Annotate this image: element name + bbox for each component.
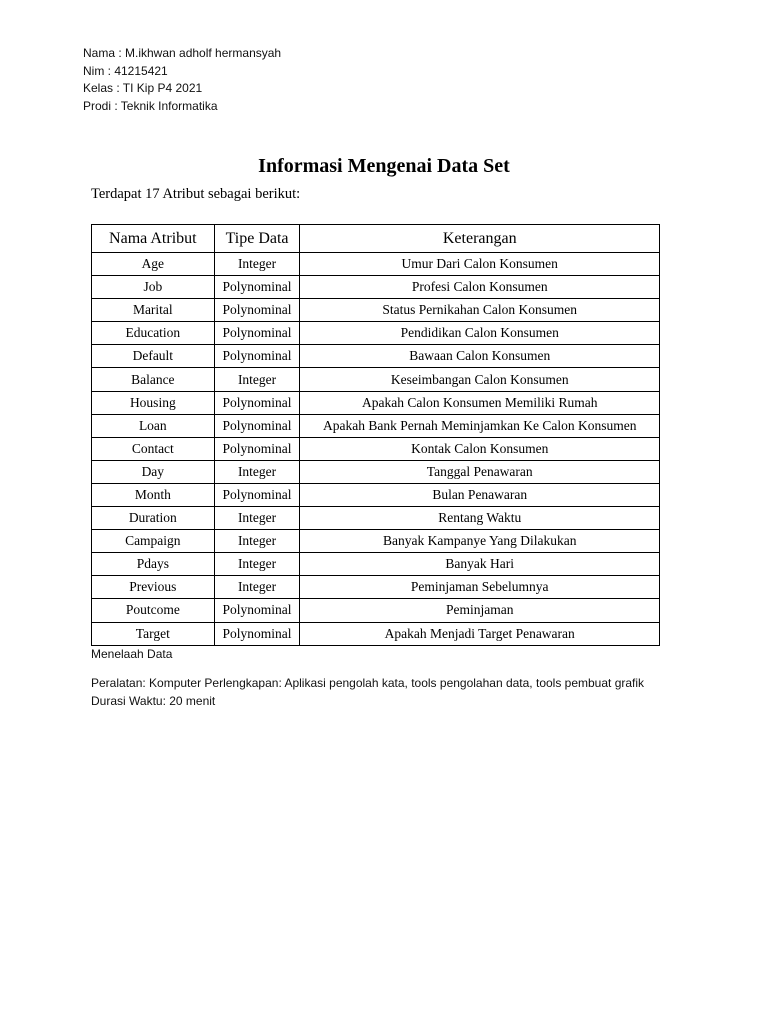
- cell-tipe-data: Integer: [214, 507, 300, 530]
- cell-keterangan: Pendidikan Calon Konsumen: [300, 322, 660, 345]
- cell-keterangan: Peminjaman: [300, 599, 660, 622]
- table-row: [92, 507, 660, 530]
- cell-keterangan: Peminjaman Sebelumnya: [300, 576, 660, 599]
- cell-tipe-data: Polynominal: [214, 483, 300, 506]
- student-name: Nama : M.ikhwan adholf hermansyah: [83, 46, 282, 60]
- table-row: [92, 460, 660, 483]
- table-row: [92, 276, 660, 299]
- table-row: [92, 368, 660, 391]
- cell-keterangan: Apakah Bank Pernah Meminjamkan Ke Calon Konsumen: [300, 414, 660, 437]
- cell-keterangan: Banyak Kampanye Yang Dilakukan: [300, 530, 660, 553]
- table-row: [92, 599, 660, 622]
- cell-keterangan: Profesi Calon Konsumen: [300, 276, 660, 299]
- cell-nama-atribut: Contact: [92, 437, 215, 460]
- table-row: [92, 322, 660, 345]
- cell-tipe-data: Polynominal: [214, 299, 300, 322]
- table-row: [92, 576, 660, 599]
- cell-tipe-data: Polynominal: [214, 622, 300, 645]
- table-row: [92, 253, 660, 276]
- cell-nama-atribut: Job: [92, 276, 215, 299]
- duration-text: Durasi Waktu: 20 menit: [91, 694, 216, 708]
- student-info: [83, 45, 281, 115]
- cell-keterangan: Rentang Waktu: [300, 507, 660, 530]
- cell-tipe-data: Polynominal: [214, 391, 300, 414]
- table-body: [92, 253, 660, 646]
- cell-tipe-data: Polynominal: [214, 345, 300, 368]
- table-header-row: [92, 225, 660, 253]
- cell-keterangan: Kontak Calon Konsumen: [300, 437, 660, 460]
- table-row: [92, 530, 660, 553]
- cell-nama-atribut: Loan: [92, 414, 215, 437]
- cell-nama-atribut: Pdays: [92, 553, 215, 576]
- document-title: Informasi Mengenai Data Set: [258, 155, 510, 177]
- attribute-table: [91, 224, 660, 646]
- cell-keterangan: Bulan Penawaran: [300, 483, 660, 506]
- header-nama-atribut: Nama Atribut: [92, 225, 215, 253]
- cell-tipe-data: Integer: [214, 530, 300, 553]
- table-row: [92, 622, 660, 645]
- cell-keterangan: Bawaan Calon Konsumen: [300, 345, 660, 368]
- table-row: [92, 437, 660, 460]
- table-row: [92, 414, 660, 437]
- cell-keterangan: Keseimbangan Calon Konsumen: [300, 368, 660, 391]
- table-row: [92, 483, 660, 506]
- cell-nama-atribut: Default: [92, 345, 215, 368]
- intro-text: Terdapat 17 Atribut sebagai berikut:: [91, 186, 301, 202]
- cell-nama-atribut: Day: [92, 460, 215, 483]
- cell-nama-atribut: Target: [92, 622, 215, 645]
- table-row: [92, 345, 660, 368]
- header-tipe-data: Tipe Data: [214, 225, 300, 253]
- cell-tipe-data: Integer: [214, 576, 300, 599]
- student-class: Kelas : TI Kip P4 2021: [83, 81, 203, 95]
- cell-keterangan: Tanggal Penawaran: [300, 460, 660, 483]
- table-row: [92, 299, 660, 322]
- cell-tipe-data: Polynominal: [214, 599, 300, 622]
- header-keterangan: Keterangan: [300, 225, 660, 253]
- cell-keterangan: Apakah Menjadi Target Penawaran: [300, 622, 660, 645]
- equipment-text: Peralatan: Komputer Perlengkapan: Aplikasi pengolah kata, tools pengolahan data, tools pembuat grafik: [91, 676, 645, 690]
- student-program: Prodi : Teknik Informatika: [83, 98, 218, 113]
- cell-tipe-data: Polynominal: [214, 414, 300, 437]
- cell-nama-atribut: Duration: [92, 507, 215, 530]
- cell-nama-atribut: Campaign: [92, 530, 215, 553]
- cell-tipe-data: Integer: [214, 553, 300, 576]
- cell-keterangan: Status Pernikahan Calon Konsumen: [300, 299, 660, 322]
- table-row: [92, 553, 660, 576]
- section-label: Menelaah Data: [91, 647, 173, 661]
- cell-nama-atribut: Marital: [92, 299, 215, 322]
- table-row: [92, 391, 660, 414]
- cell-tipe-data: Integer: [214, 460, 300, 483]
- cell-tipe-data: Integer: [214, 253, 300, 276]
- cell-nama-atribut: Age: [92, 253, 215, 276]
- cell-nama-atribut: Education: [92, 322, 215, 345]
- cell-nama-atribut: Balance: [92, 368, 215, 391]
- cell-keterangan: Umur Dari Calon Konsumen: [300, 253, 660, 276]
- cell-tipe-data: Polynominal: [214, 437, 300, 460]
- student-nim: Nim : 41215421: [83, 63, 168, 78]
- cell-keterangan: Apakah Calon Konsumen Memiliki Rumah: [300, 391, 660, 414]
- cell-keterangan: Banyak Hari: [300, 553, 660, 576]
- cell-tipe-data: Polynominal: [214, 322, 300, 345]
- cell-tipe-data: Integer: [214, 368, 300, 391]
- cell-nama-atribut: Previous: [92, 576, 215, 599]
- cell-nama-atribut: Housing: [92, 391, 215, 414]
- cell-nama-atribut: Month: [92, 483, 215, 506]
- cell-tipe-data: Polynominal: [214, 276, 300, 299]
- cell-nama-atribut: Poutcome: [92, 599, 215, 622]
